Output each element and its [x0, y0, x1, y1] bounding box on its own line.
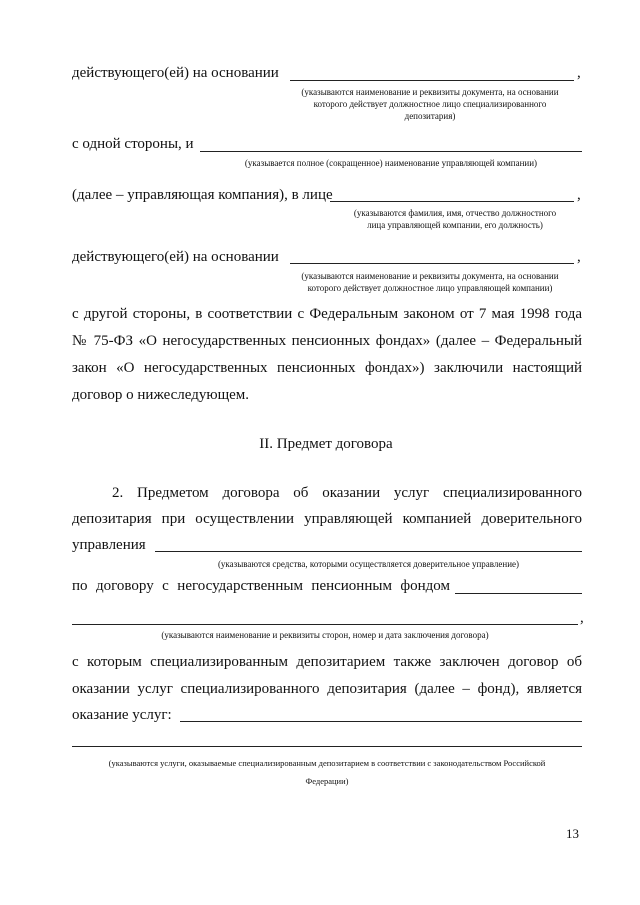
- paragraph-line: депозитария при осуществлении управляющей компанией доверительного: [72, 511, 582, 527]
- paragraph-line: № 75-ФЗ «О негосударственных пенсионных фондах» (далее – Федеральный: [72, 333, 582, 349]
- fill-line-pension-fund: [455, 593, 582, 594]
- paragraph-line: с другой стороны, в соответствии с Федеральным законом от 7 мая 1998 года: [72, 306, 582, 322]
- comma: ,: [580, 610, 584, 626]
- comma: ,: [577, 65, 581, 81]
- hint-management-company: (указывается полное (сокращенное) наименование управляющей компании): [244, 158, 538, 168]
- management-company-person-label: (далее – управляющая компания), в лице: [72, 187, 333, 203]
- basis-label-depository: действующего(ей) на основании: [72, 65, 279, 81]
- fill-line-company-basis: [290, 263, 574, 264]
- paragraph-line: оказании услуг специализированного депозитария (далее – фонд), является: [72, 681, 582, 697]
- paragraph-line: оказание услуг:: [72, 707, 172, 723]
- paragraph-line: по договору с негосударственным пенсионным фондом: [72, 578, 450, 594]
- paragraph-line: договор о нижеследующем.: [72, 387, 250, 403]
- hint-services: (указываются услуги, оказываемые специализированным депозитарием в соответствии с законодательством Российской Федерации): [108, 758, 546, 786]
- page-number: 13: [566, 826, 579, 841]
- section-title: II. Предмет договора: [259, 436, 393, 452]
- hint-depository-basis: (указываются наименование и реквизиты документа, на основании которого действует должностное лицо специализированного депозитария): [301, 87, 559, 121]
- fill-line-services-2: [72, 746, 582, 747]
- fill-line-trust-funds: [155, 551, 582, 552]
- hint-person: (указываются фамилия, имя, отчество должностного лица управляющей компании, его должность): [353, 208, 557, 230]
- basis-label-company: действующего(ей) на основании: [72, 249, 279, 265]
- paragraph-line: с которым специализированным депозитарием также заключен договор об: [72, 654, 582, 670]
- one-side-label: с одной стороны, и: [72, 136, 194, 152]
- comma: ,: [577, 187, 581, 203]
- fill-line-parties: [72, 624, 578, 625]
- paragraph-line: управления: [72, 537, 146, 553]
- hint-parties: (указываются наименование и реквизиты сторон, номер и дата заключения договора): [161, 630, 489, 640]
- fill-line-services: [180, 721, 582, 722]
- fill-line-depository-basis: [290, 80, 574, 81]
- hint-trust-funds: (указываются средства, которыми осуществляется доверительное управление): [217, 559, 520, 569]
- paragraph-line: 2. Предметом договора об оказании услуг специализированного: [112, 485, 582, 501]
- comma: ,: [577, 249, 581, 265]
- paragraph-line: закон «О негосударственных пенсионных фондах») заключили настоящий: [72, 360, 582, 376]
- fill-line-person: [330, 201, 574, 202]
- hint-company-basis: (указываются наименование и реквизиты документа, на основании которого действует должностное лицо управляющей компании): [301, 271, 559, 293]
- fill-line-management-company: [200, 151, 582, 152]
